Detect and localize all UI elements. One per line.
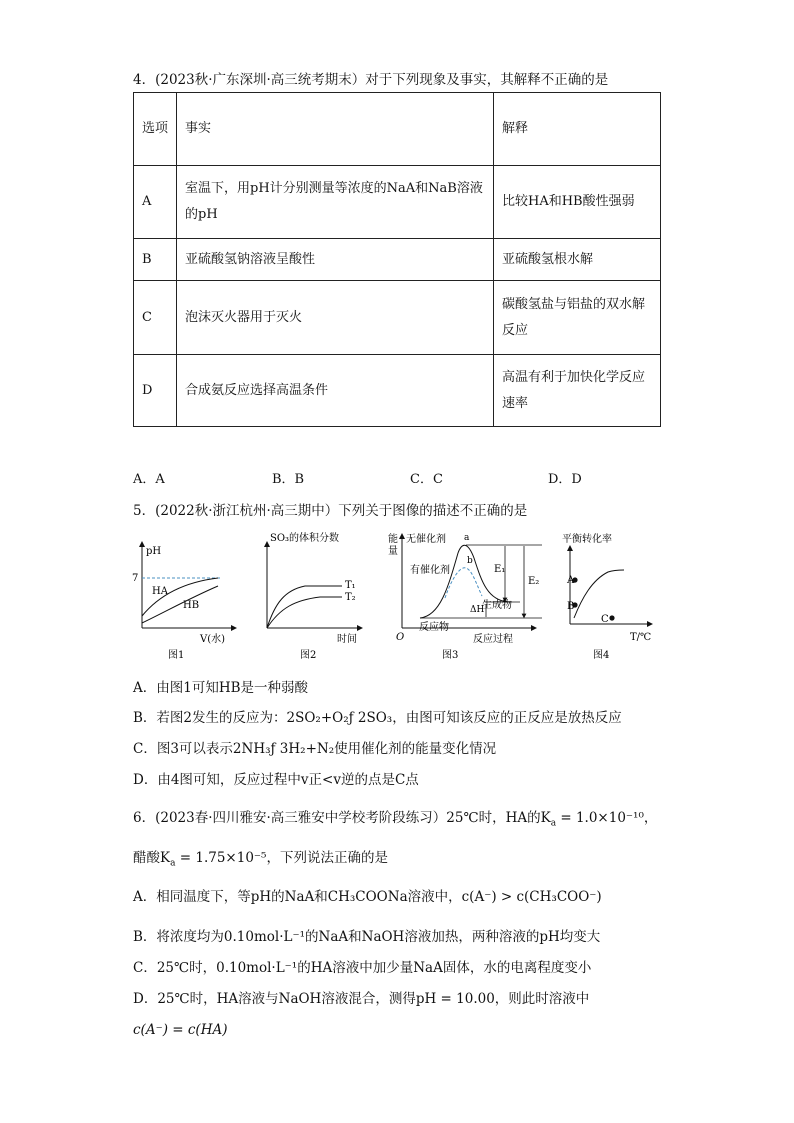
fig1-ylabel: pH bbox=[146, 546, 162, 557]
fig4-curve bbox=[574, 570, 624, 618]
q6-stem-line1 bbox=[133, 806, 657, 829]
row-fact: 室温下，用pH计分别测量等浓度的NaA和NaB溶液的pH bbox=[177, 166, 494, 239]
fig3-caption: 图3 bbox=[442, 650, 459, 661]
fig3-e2: E₂ bbox=[528, 576, 540, 587]
row-explain: 亚硫酸氢根水解 bbox=[494, 239, 661, 281]
fig4-point-c-dot bbox=[609, 615, 614, 620]
header-option: 选项 bbox=[134, 93, 177, 166]
fig3-ylabel-part1: 能 bbox=[388, 534, 398, 545]
figure-2 bbox=[267, 531, 360, 661]
table-row bbox=[134, 355, 661, 427]
row-explain: 碳酸氢盐与铝盐的双水解反应 bbox=[494, 281, 661, 355]
fig1-xlabel: V(水) bbox=[200, 634, 226, 645]
q6-stem-text2: 醋酸K bbox=[133, 850, 171, 866]
header-explain: 解释 bbox=[494, 93, 661, 166]
fig3-with-catalyst: 有催化剂 bbox=[410, 565, 450, 576]
q5-option-b[interactable]: B．若图2发生的反应为：2SO₂+O₂ƒ 2SO₃，由图可知该反应的正反应是放热反应 bbox=[133, 710, 622, 726]
q6-ka-value: = 1.0×10⁻¹⁰， bbox=[560, 810, 658, 826]
fig1-label-ha: HA bbox=[152, 586, 168, 597]
fig2-curve-t2 bbox=[267, 597, 342, 628]
q6-stem-line2 bbox=[133, 846, 388, 869]
fig3-ylabel-part2: 量 bbox=[388, 546, 398, 557]
row-fact: 泡沫灭火器用于灭火 bbox=[177, 281, 494, 355]
fig3-curve-catalyzed bbox=[445, 568, 482, 598]
header-fact: 事实 bbox=[177, 93, 494, 166]
q6-ka2-value: = 1.75×10⁻⁵，下列说法正确的是 bbox=[179, 850, 388, 866]
fig1-tick-7: 7 bbox=[132, 573, 139, 584]
q4-stem: 4．(2023秋·广东深圳·高三统考期末）对于下列现象及事实，其解释不正确的是 bbox=[133, 72, 609, 88]
table-header-row bbox=[134, 93, 661, 166]
q6-tail: c(A⁻) = c(HA) bbox=[133, 1022, 228, 1038]
fig4-caption: 图4 bbox=[593, 650, 610, 661]
q5-option-c[interactable]: C．图3可以表示2NH₃ƒ 3H₂+N₂使用催化剂的能量变化情况 bbox=[133, 741, 497, 757]
fig1-caption: 图1 bbox=[168, 650, 185, 661]
fig3-point-a: a bbox=[464, 533, 470, 543]
fig3-dh: ΔH bbox=[470, 605, 485, 615]
figure-3 bbox=[388, 532, 542, 661]
fig3-product: 生成物 bbox=[482, 600, 512, 611]
q6-option-a[interactable]: A．相同温度下，等pH的NaA和CH₃COONa溶液中，c(A⁻) > c(CH₃COO⁻) bbox=[133, 889, 602, 905]
q6-ka2-sub: a bbox=[170, 858, 176, 869]
q5-stem: 5．(2022秋·浙江杭州·高三期中）下列关于图像的描述不正确的是 bbox=[133, 503, 528, 519]
row-explain: 高温有利于加快化学反应速率 bbox=[494, 355, 661, 427]
fig3-no-catalyst: 无催化剂 bbox=[406, 534, 446, 545]
fig2-ylabel: SO₃的体积分数 bbox=[270, 533, 340, 544]
row-explain: 比较HA和HB酸性强弱 bbox=[494, 166, 661, 239]
fig4-label-c: C bbox=[601, 614, 609, 625]
q5-option-a[interactable]: A．由图1可知HB是一种弱酸 bbox=[133, 680, 309, 696]
fig3-origin: O bbox=[396, 632, 405, 643]
q6-stem-text: 6．(2023春·四川雅安·高三雅安中学校考阶段练习）25℃时，HA的K bbox=[133, 810, 551, 826]
figure-1 bbox=[132, 544, 234, 661]
figure-4 bbox=[562, 532, 651, 661]
row-fact: 亚硫酸氢钠溶液呈酸性 bbox=[177, 239, 494, 281]
q4-table bbox=[133, 92, 661, 427]
fig2-curve-t1 bbox=[267, 586, 342, 628]
q6-ka-sub: a bbox=[550, 818, 557, 829]
row-option: A bbox=[134, 166, 177, 239]
fig3-e1: E₁ bbox=[494, 564, 506, 575]
fig2-xlabel: 时间 bbox=[337, 634, 357, 645]
fig4-label-a: A bbox=[567, 575, 575, 586]
fig4-ylabel: 平衡转化率 bbox=[562, 534, 612, 545]
q5-figures bbox=[130, 528, 670, 668]
q4-option-b[interactable]: B．B bbox=[272, 472, 305, 487]
fig3-reactant: 反应物 bbox=[419, 622, 449, 633]
fig2-label-t2: T₂ bbox=[345, 592, 356, 603]
fig2-caption: 图2 bbox=[300, 650, 317, 661]
fig3-point-b: b bbox=[467, 556, 473, 566]
fig1-curve-ha bbox=[142, 578, 218, 616]
q4-option-c[interactable]: C．C bbox=[410, 472, 443, 487]
q4-option-d[interactable]: D．D bbox=[548, 472, 582, 487]
q5-option-d[interactable]: D．由4图可知，反应过程中v正<v逆的点是C点 bbox=[133, 772, 419, 788]
table-row bbox=[134, 239, 661, 281]
fig2-label-t1: T₁ bbox=[345, 580, 356, 591]
q6-option-d[interactable]: D．25℃时，HA溶液与NaOH溶液混合，测得pH = 10.00，则此时溶液中 bbox=[133, 991, 590, 1007]
fig4-label-b: B bbox=[567, 601, 575, 612]
row-fact: 合成氨反应选择高温条件 bbox=[177, 355, 494, 427]
row-option: C bbox=[134, 281, 177, 355]
table-row bbox=[134, 281, 661, 355]
fig1-label-hb: HB bbox=[183, 600, 200, 611]
fig3-xlabel: 反应过程 bbox=[473, 634, 513, 645]
fig4-xlabel: T/℃ bbox=[630, 632, 652, 643]
row-option: B bbox=[134, 239, 177, 281]
q6-option-b[interactable]: B．将浓度均为0.10mol·L⁻¹的NaA和NaOH溶液加热，两种溶液的pH均变大 bbox=[133, 929, 601, 945]
row-option: D bbox=[134, 355, 177, 427]
q6-option-c[interactable]: C．25℃时，0.10mol·L⁻¹的HA溶液中加少量NaA固体，水的电离程度变小 bbox=[133, 960, 592, 976]
table-row bbox=[134, 166, 661, 239]
q4-option-a[interactable]: A．A bbox=[133, 472, 165, 487]
